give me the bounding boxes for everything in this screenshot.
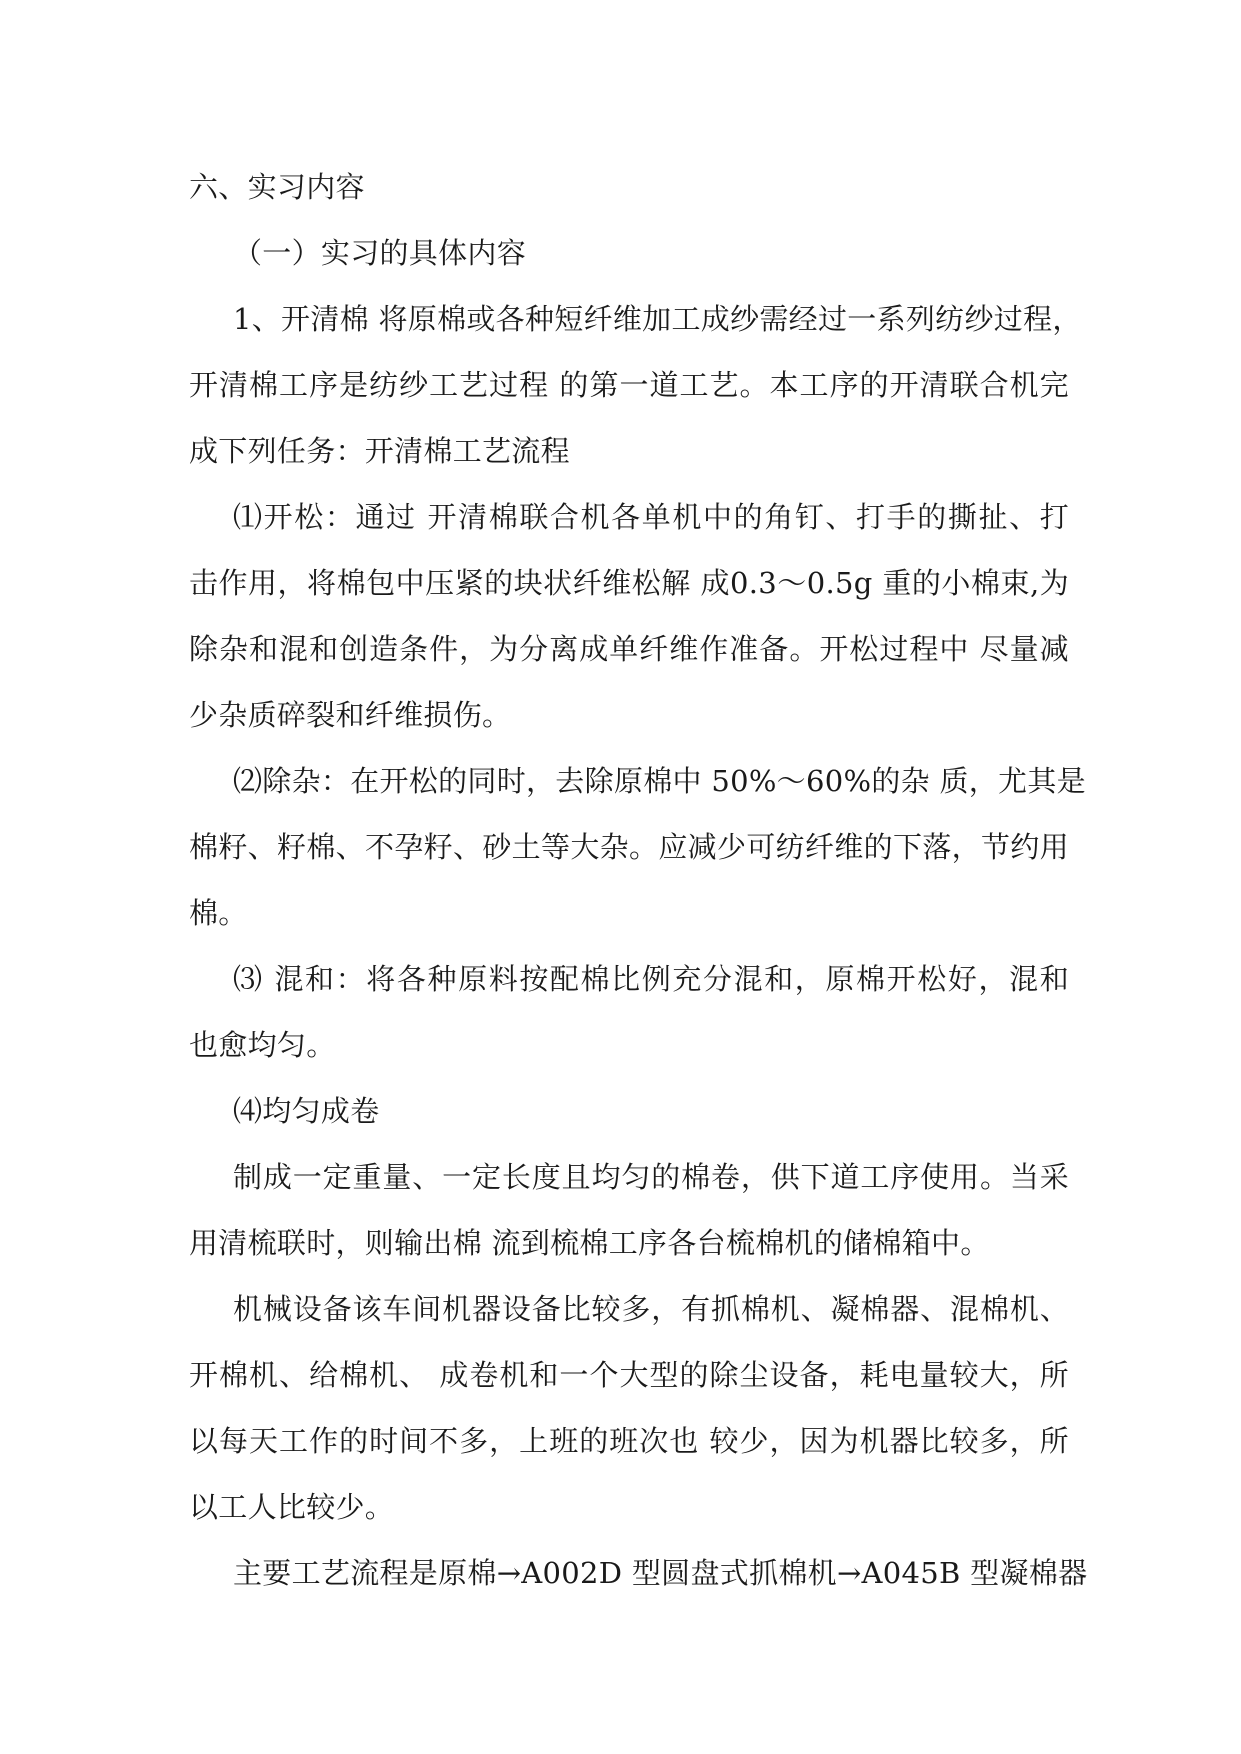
paragraph-line: 也愈均匀。 bbox=[189, 1028, 336, 1062]
paragraph-line: 少杂质碎裂和纤维损伤。 bbox=[189, 698, 512, 732]
paragraph-line: 开清棉工序是纺纱工艺过程 的第一道工艺。本工序的开清联合机完 bbox=[189, 368, 1069, 402]
paragraph-line: 开棉机、给棉机、 成卷机和一个大型的除尘设备，耗电量较大，所 bbox=[189, 1358, 1069, 1392]
paragraph-line: ⑶ 混和：将各种原料按配棉比例充分混和，原棉开松好，混和 bbox=[233, 962, 1069, 996]
paragraph-line: 以工人比较少。 bbox=[189, 1490, 395, 1524]
paragraph-line: 棉籽、籽棉、不孕籽、砂土等大杂。应减少可纺纤维的下落，节约用 bbox=[189, 830, 1069, 864]
paragraph-line: ⑴开松：通过 开清棉联合机各单机中的角钉、打手的撕扯、打 bbox=[233, 500, 1069, 534]
paragraph-line: 除杂和混和创造条件，为分离成单纤维作准备。开松过程中 尽量减 bbox=[189, 632, 1069, 666]
paragraph-line: ⑵除杂：在开松的同时，去除原棉中 50%～60%的杂 质，尤其是 bbox=[233, 764, 1086, 798]
paragraph-line: 成下列任务：开清棉工艺流程 bbox=[189, 434, 570, 468]
paragraph-line: 击作用，将棉包中压紧的块状纤维松解 成0.3～0.5g 重的小棉束,为 bbox=[189, 566, 1069, 600]
paragraph-line: 1、开清棉 将原棉或各种短纤维加工成纱需经过一系列纺纱过程， bbox=[233, 302, 1082, 336]
paragraph-line: 棉。 bbox=[189, 896, 248, 930]
paragraph-line: 用清梳联时，则输出棉 流到梳棉工序各台梳棉机的储棉箱中。 bbox=[189, 1226, 990, 1260]
document-page bbox=[189, 154, 1088, 1606]
paragraph-line: ⑷均匀成卷 bbox=[233, 1094, 380, 1128]
paragraph-line: 主要工艺流程是原棉→A002D 型圆盘式抓棉机→A045B 型凝棉器 bbox=[233, 1556, 1088, 1590]
subsection-heading: （一）实习的具体内容 bbox=[233, 236, 527, 270]
section-heading: 六、实习内容 bbox=[189, 170, 365, 204]
paragraph-line: 机械设备该车间机器设备比较多，有抓棉机、凝棉器、混棉机、 bbox=[233, 1292, 1069, 1326]
paragraph-line: 制成一定重量、一定长度且均匀的棉卷，供下道工序使用。当采 bbox=[233, 1160, 1069, 1194]
paragraph-line: 以每天工作的时间不多，上班的班次也 较少，因为机器比较多，所 bbox=[189, 1424, 1069, 1458]
